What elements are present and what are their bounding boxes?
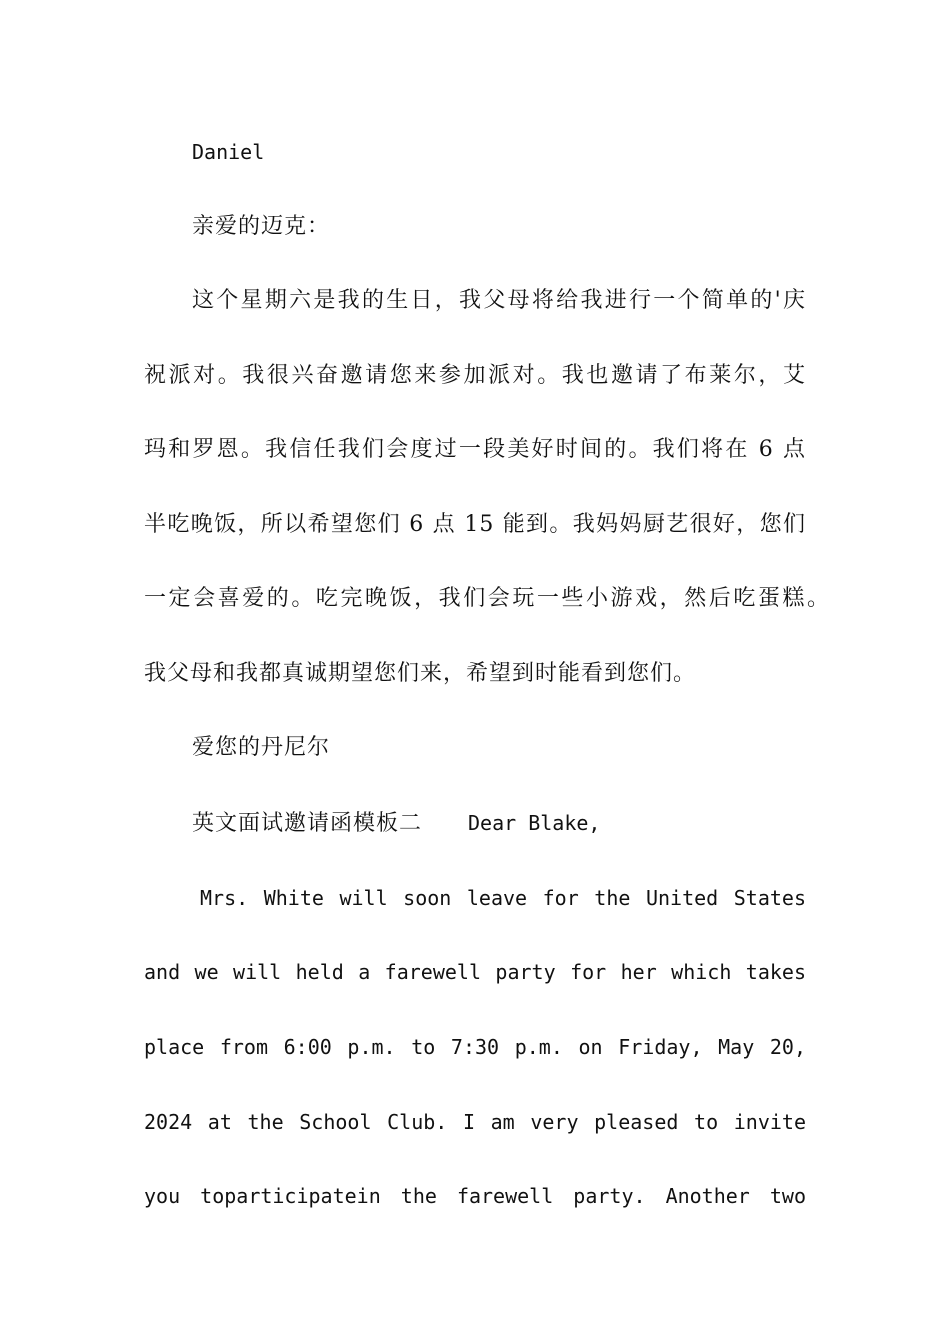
english-paragraph-line: place from 6:00 p.m. to 7:30 p.m. on Friday, May 20, [144,1035,806,1059]
english-paragraph-line: you toparticipatein the farewell party. Another two [144,1184,806,1208]
signature-name-english: Daniel [192,140,265,164]
paragraph-line: 半吃晚饭，所以希望您们 6 点 15 能到。我妈妈厨艺很好，您们 [144,512,806,537]
english-paragraph-line: and we will held a farewell party for her which takes [144,960,806,984]
paragraph-line: 这个星期六是我的生日，我父母将给我进行一个简单的'庆 [192,288,806,313]
salutation-chinese: 亲爱的迈克： [192,214,331,239]
english-salutation: Dear Blake, [468,811,601,835]
heading-line [192,808,806,839]
paragraph-line: 我父母和我都真诚期望您们来，希望到时能看到您们。 [144,661,697,686]
english-paragraph-line: Mrs. White will soon leave for the United States [200,886,806,910]
template-heading: 英文面试邀请函模板二 [192,811,423,836]
paragraph-line: 一定会喜爱的。吃完晚饭，我们会玩一些小游戏，然后吃蛋糕。 [144,586,830,611]
paragraph-line: 玛和罗恩。我信任我们会度过一段美好时间的。我们将在 6 点 [144,437,806,462]
english-paragraph-line: 2024 at the School Club. I am very pleased to invite [144,1110,806,1134]
paragraph-line: 祝派对。我很兴奋邀请您来参加派对。我也邀请了布莱尔，艾 [144,363,806,388]
closing-signature: 爱您的丹尼尔 [192,735,331,760]
